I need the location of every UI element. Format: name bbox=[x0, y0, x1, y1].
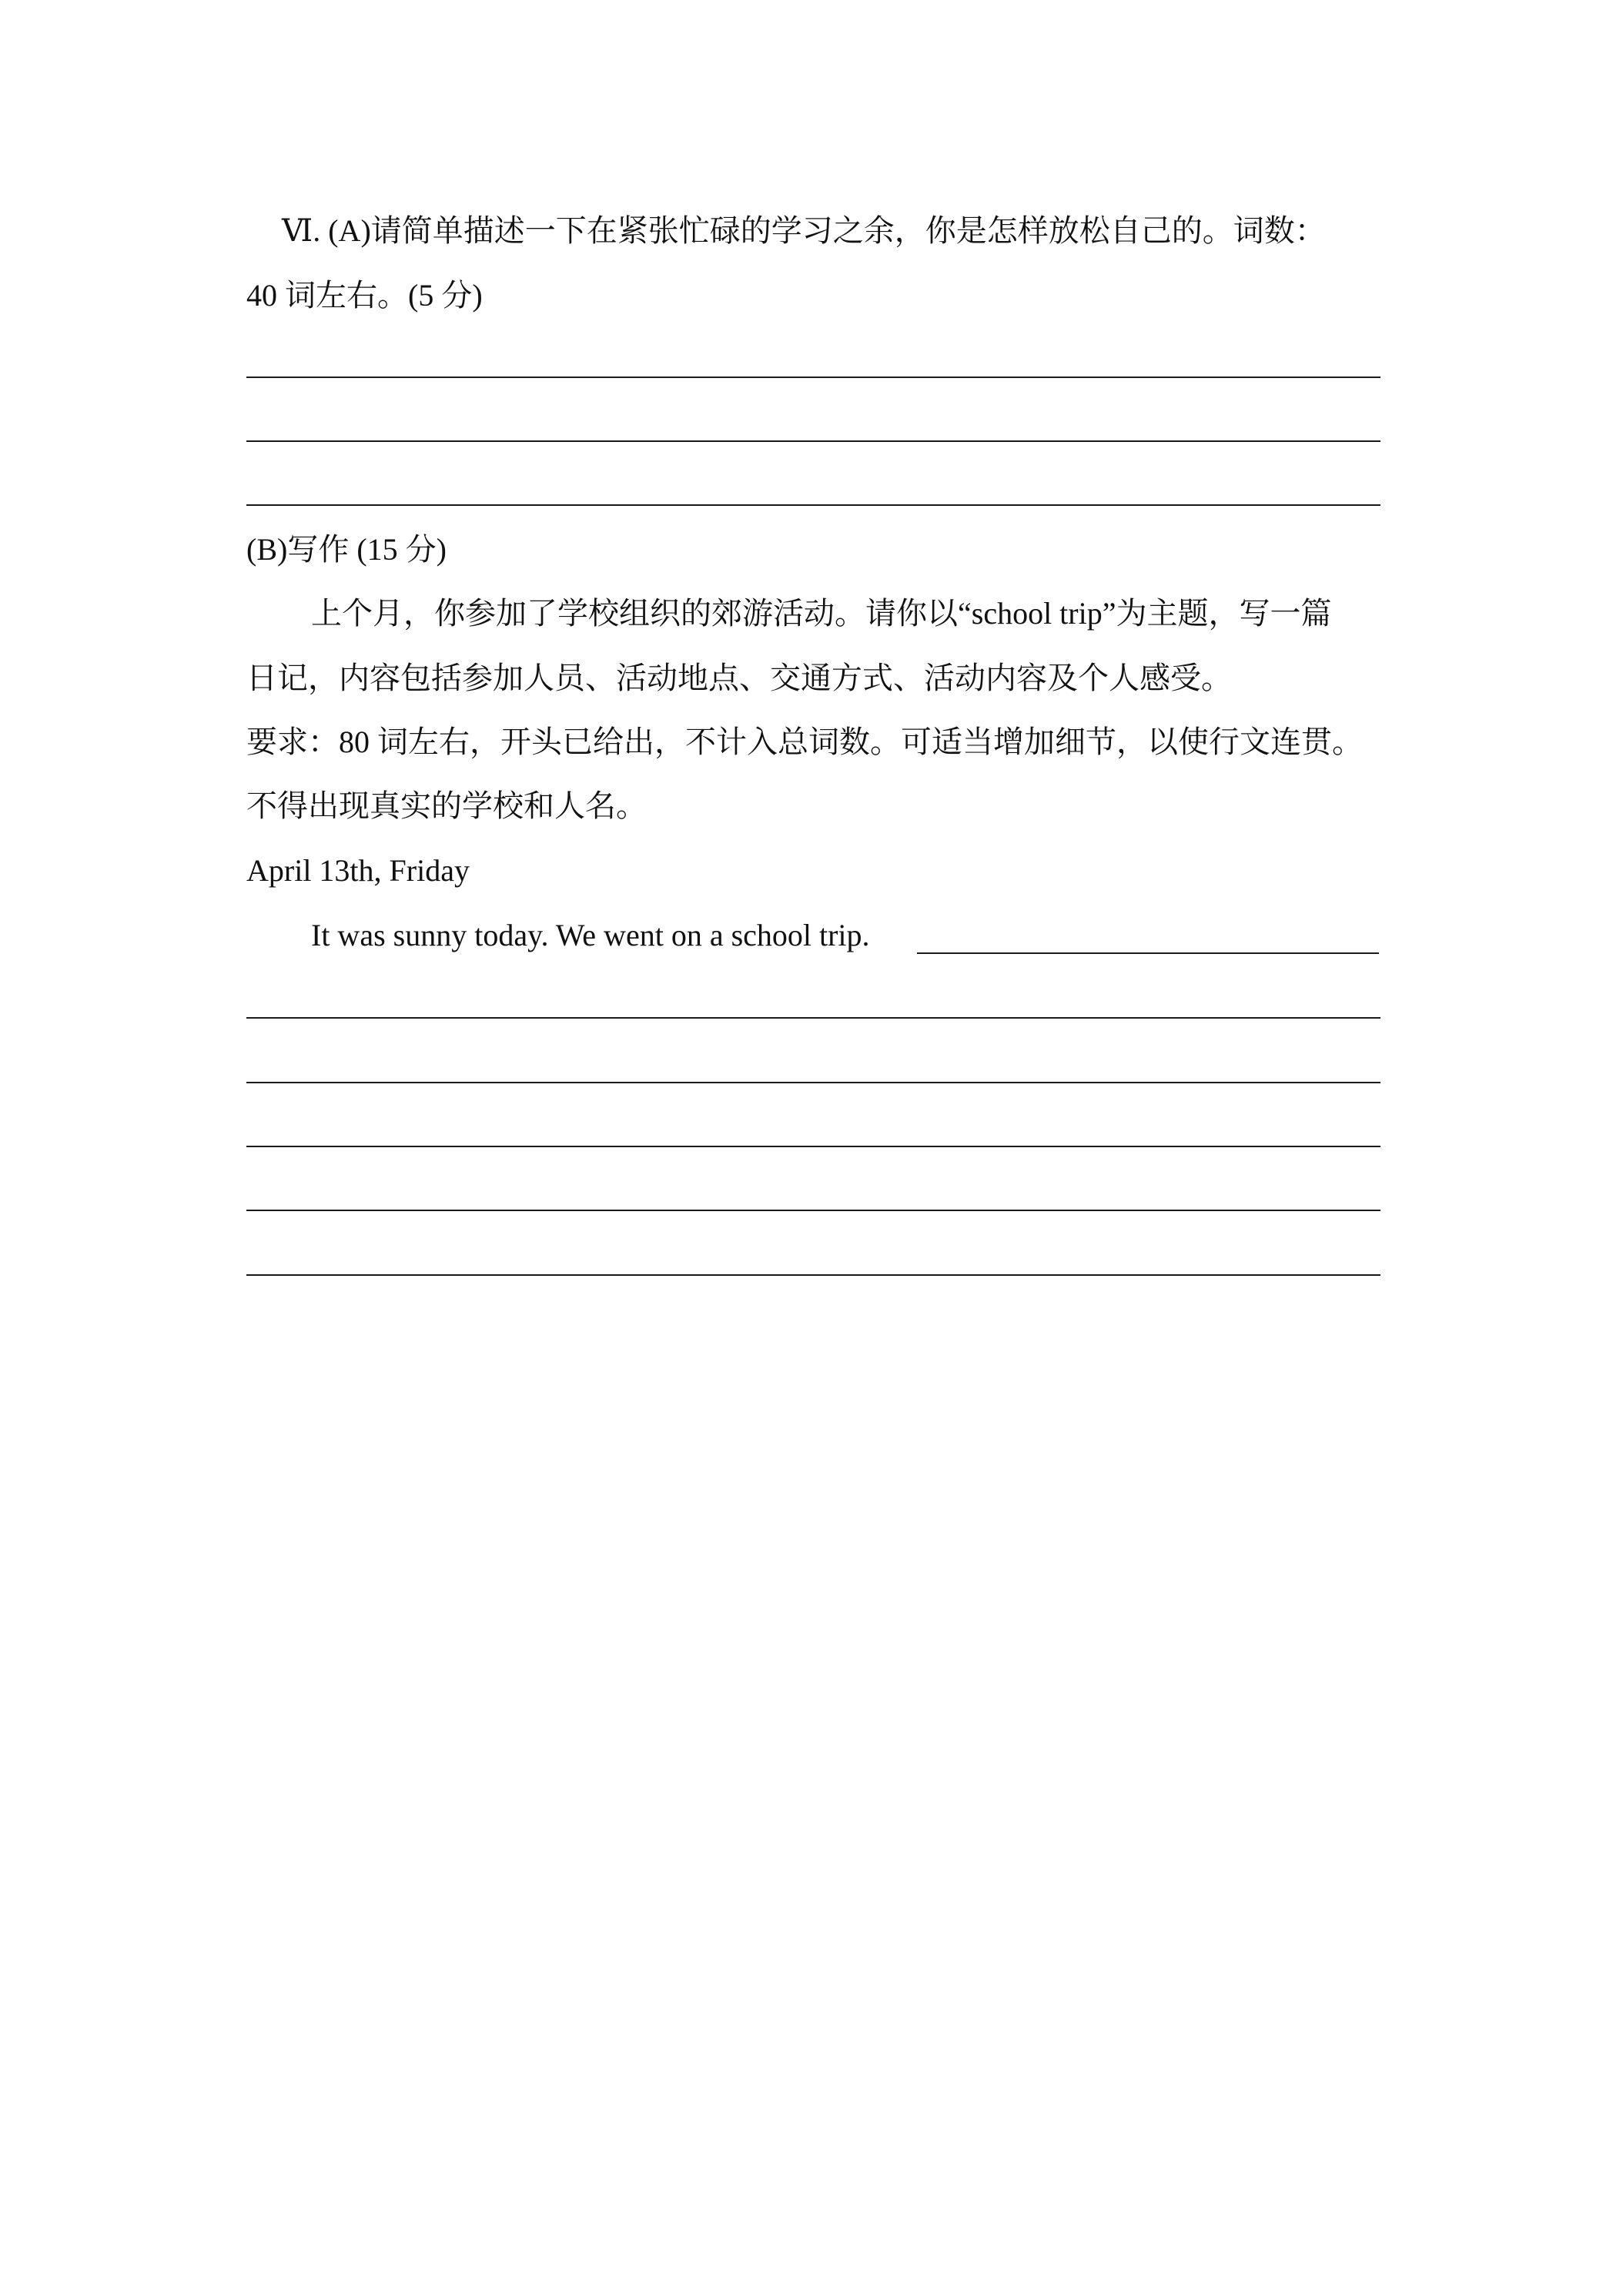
section-b-prompt-line1: 上个月，你参加了学校组织的郊游活动。请你以“school trip”为主题，写一篇 bbox=[311, 596, 1332, 631]
section-b-requirement-line2: 不得出现真实的学校和人名。 bbox=[246, 788, 647, 823]
section-b-prompt-line2: 日记，内容包括参加人员、活动地点、交通方式、活动内容及个人感受。 bbox=[246, 661, 1232, 695]
answer-line-a3[interactable] bbox=[246, 504, 1380, 506]
answer-line-b5[interactable] bbox=[246, 1274, 1380, 1276]
answer-line-b1[interactable] bbox=[246, 1017, 1380, 1019]
diary-date: April 13th, Friday bbox=[246, 853, 470, 888]
section-a-question-line2: 40 词左右。(5 分) bbox=[246, 278, 483, 313]
section-a-question-line1: Ⅵ. (A)请简单描述一下在紧张忙碌的学习之余，你是怎样放松自己的。词数： bbox=[282, 213, 1326, 248]
diary-opening: It was sunny today. We went on a school trip. bbox=[311, 918, 870, 952]
section-b-requirement-line1: 要求：80 词左右，开头已给出，不计入总词数。可适当增加细节，以使行文连贯。 bbox=[246, 725, 1363, 759]
section-b-heading: (B)写作 (15 分) bbox=[246, 532, 447, 567]
answer-line-b2[interactable] bbox=[246, 1082, 1380, 1083]
answer-line-a2[interactable] bbox=[246, 440, 1380, 442]
diary-answer-inline-line[interactable] bbox=[917, 952, 1379, 954]
answer-line-a1[interactable] bbox=[246, 377, 1380, 378]
answer-line-b3[interactable] bbox=[246, 1146, 1380, 1147]
answer-line-b4[interactable] bbox=[246, 1210, 1380, 1211]
